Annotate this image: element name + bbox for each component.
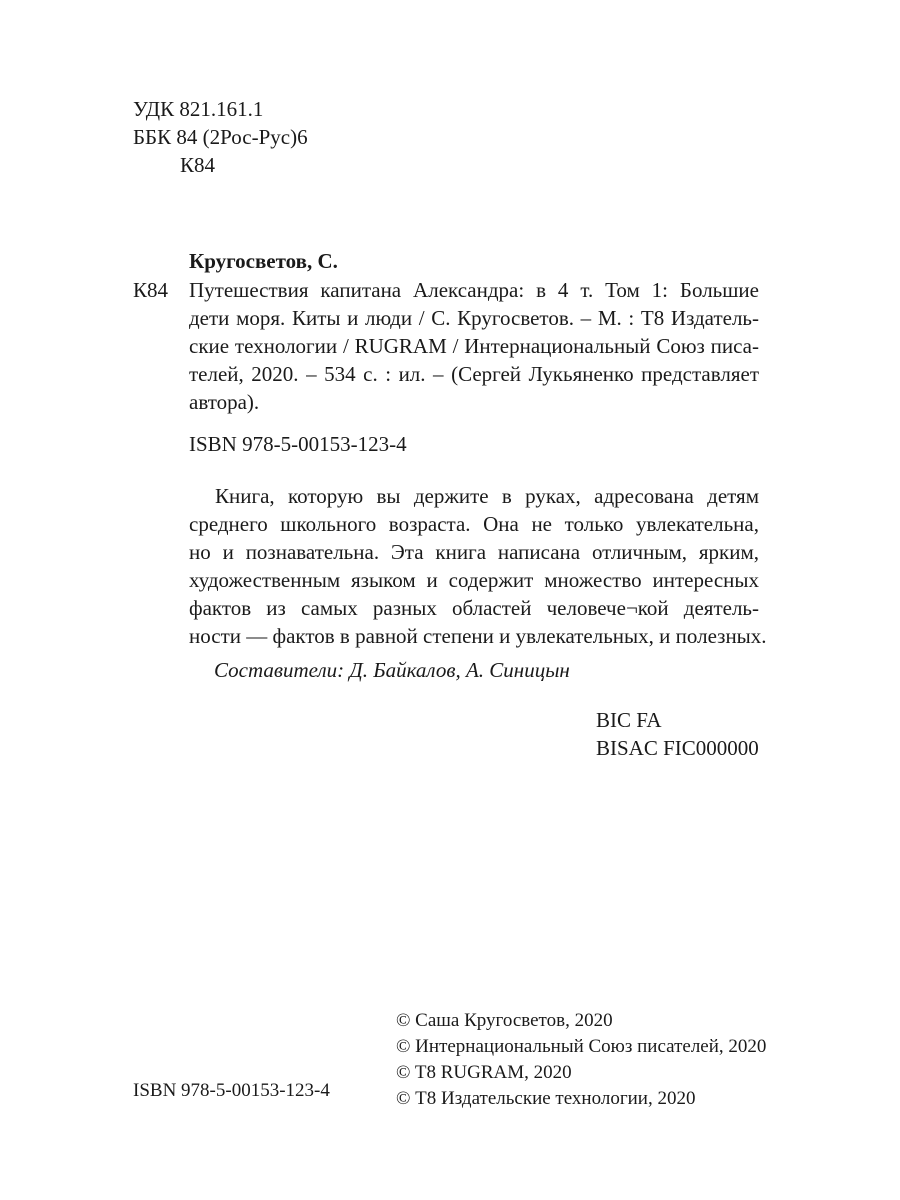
annotation [189, 482, 767, 650]
author-mark: К84 [180, 153, 216, 177]
annotation-line: среднего школьного возраста. Она не только увлекательна, [189, 512, 759, 536]
annotation-line: Книга, которую вы держите в руках, адресована детям [215, 484, 759, 508]
copyright-line: © Интернациональный Союз писателей, 2020 [396, 1036, 767, 1057]
description-line: телей, 2020. – 534 с. : ил. – (Сергей Лукьяненко представляет [189, 362, 759, 386]
description-line: Путешествия капитана Александра: в 4 т. Том 1: Большие [189, 278, 759, 302]
description-line: автора). [189, 390, 260, 414]
description-line: дети моря. Киты и люди / С. Кругосветов. – М. : Т8 Издатель- [189, 306, 759, 330]
copyright-line: © Т8 Издательские технологии, 2020 [396, 1088, 696, 1109]
annotation-line: ности — фактов в равной степени и увлекательных, и полезных. [189, 624, 767, 648]
copyright-line: © T8 RUGRAM, 2020 [396, 1062, 572, 1083]
footer-isbn: ISBN 978-5-00153-123-4 [133, 1080, 330, 1101]
compilers: Составители: Д. Байкалов, А. Синицын [214, 658, 570, 682]
bisac-code: BISAC FIC000000 [596, 736, 759, 760]
isbn: ISBN 978-5-00153-123-4 [189, 432, 407, 456]
annotation-line: художественным языком и содержит множество интересных [189, 568, 759, 592]
record-author-mark: К84 [133, 278, 169, 302]
annotation-line: фактов из самых разных областей человече¬кой деятель- [189, 596, 759, 620]
description-line: ские технологии / RUGRAM / Интернациональный Союз писа- [189, 334, 759, 358]
copyright-block [396, 1008, 766, 1112]
bbk-code: ББК 84 (2Рос-Рус)6 [133, 125, 308, 149]
author-heading: Кругосветов, С. [189, 249, 338, 273]
bibliographic-description [189, 276, 759, 416]
copyright-line: © Саша Кругосветов, 2020 [396, 1010, 613, 1031]
annotation-line: но и познавательна. Эта книга написана отличным, ярким, [189, 540, 759, 564]
udk-code: УДК 821.161.1 [133, 97, 264, 121]
bic-code: BIC FA [596, 708, 662, 732]
